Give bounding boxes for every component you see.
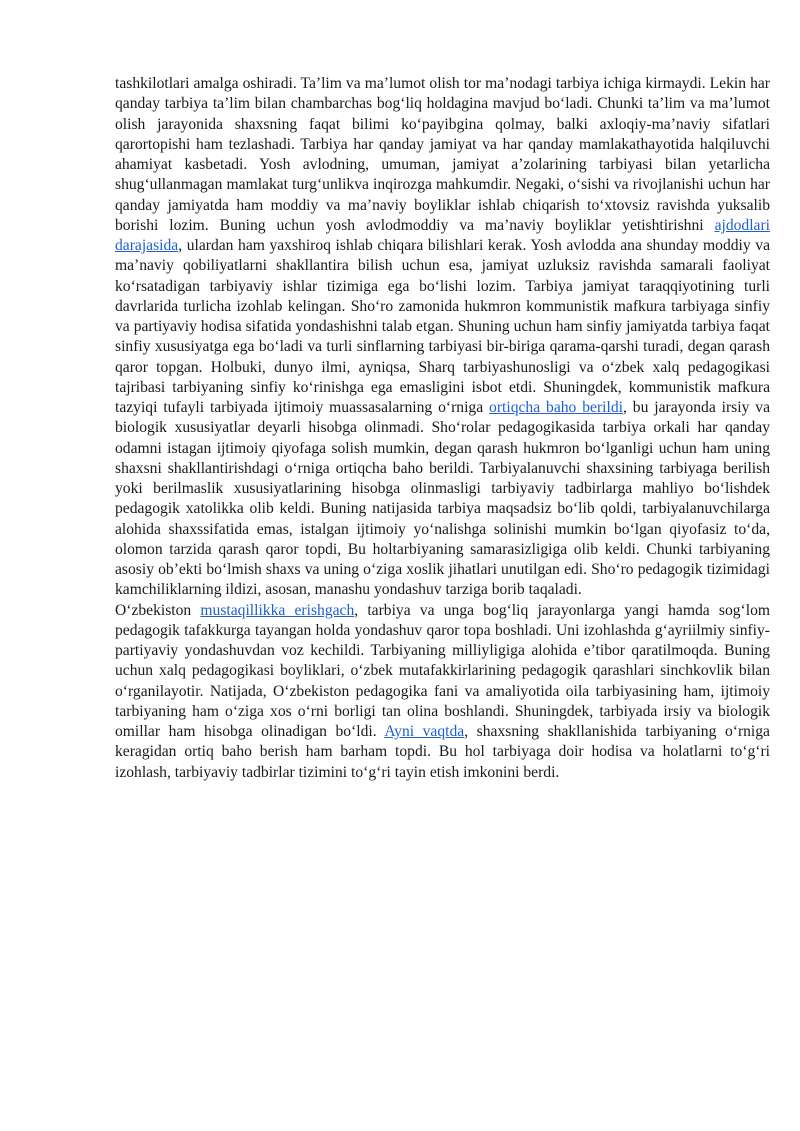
paragraph-1-text-1: tashkilotlari amalga oshiradi. Ta’lim va ma’lumot olish tor ma’nodagi tarbiya ichiga kirmaydi. Lekin har qanday tarbiya ta’lim bilan chambarchas bog‘liq holdagina mavjud bo‘ladi. Chunki ta’lim va ma’lumot olish jarayonida shaxsning faqat bilimi ko‘payibgina qolmay, balki axloqiy-ma’naviy sifatlari qarortopishi ham tezlashadi. Tarbiya har qanday jamiyat va har qanday mamlakathayotida halqiluvchi ahamiyat kasbetadi. Yosh avlodning, umuman, jamiyat a’zolarining tarbiyasi bilan yetarlicha shug‘ullanmagan mamlakat turg‘unlikva inqirozga mahkumdir. Negaki, o‘sishi va rivojlanishi uchun har qanday jamiyatda ham moddiy va ma’naviy boyliklar ishlab chiqarish to‘xtovsiz ravishda yuksalib borishi lozim. Buning uchun yosh avlodmoddiy va ma’naviy boyliklar yetishtirishni <box>115 75 770 234</box>
link-ajdodlari-darajasida[interactable]: ajdodlari darajasida <box>115 216 770 254</box>
body-paragraph-2 <box>115 601 770 783</box>
link-ortiqcha-baho-berildi[interactable]: ortiqcha baho berildi <box>489 399 623 416</box>
document-page <box>115 74 770 783</box>
paragraph-2-text-2: , tarbiya va unga bog‘liq jarayonlarga yangi hamda sog‘lom pedagogik tafakkurga tayangan holda yondashuv qaror topa boshladi. Uni izohlashda g‘ayriilmiy sinfiy-partiyaviy yondashuvdan voz kechildi. Tarbiyaning milliyligiga alohida e’tibor qaratilmoqda. Buning uchun xalq pedagogikasi boyliklari, o‘zbek mutafakkirlarining pedagogik qarashlari sinchkovlik bilan o‘rganilayotir. Natijada, O‘zbekiston pedagogika fani va amaliyotida oila tarbiyasining ham, ijtimoiy tarbiyaning ham o‘ziga xos o‘rni borligi tan olina boshlandi. Shuningdek, tarbiyada irsiy va biologik omillar ham hisobga olinadigan bo‘ldi. <box>115 601 770 740</box>
paragraph-1-text-2: , ulardan ham yaxshiroq ishlab chiqara bilishlari kerak. Yosh avlodda ana shunday moddiy va ma’naviy qobiliyatlarni shakllantira bilish uchun esa, jamiyat uzluksiz ravishda samarali faoliyat ko‘rsatadigan tarbiyaviy ishlar tizimiga ega bo‘lishi lozim. Tarbiya jamiyat taraqqiyotining turli davrlarida turlicha izohlab kelingan. Sho‘ro zamonida hukmron kommunistik mafkura tarbiyaga sinfiy va partiyaviy hodisa sifatida yondashishni talab etgan. Shuning uchun ham sinfiy jamiyatda tarbiya faqat sinfiy xususiyatga ega bo‘ladi va turli sinflarning tarbiyasi bir-biriga qarama-qarshi turadi, degan qarash qaror topgan. Holbuki, dunyo ilmi, ayniqsa, Sharq tarbiyashunosligi va o‘zbek xalq pedagogikasi tajribasi tarbiyaning sinfiy ko‘rinishga ega emasligini isbot etdi. Shuningdek, kommunistik mafkura tazyiqi tufayli tarbiyada ijtimoiy muassasalarning o‘rniga <box>115 237 770 416</box>
link-ayni-vaqtda[interactable]: Ayni vaqtda <box>384 723 465 740</box>
paragraph-2-text-1: O‘zbekiston <box>115 601 201 619</box>
body-paragraph-1 <box>115 74 770 601</box>
paragraph-2-text-3: , shaxsning shakllanishida tarbiyaning o‘rniga keragidan ortiq baho berish ham barham topdi. Bu hol tarbiyaga doir hodisa va holatlarni to‘g‘ri izohlash, tarbiyaviy tadbirlar tizimini to‘g‘ri tayin etish imkonini berdi. <box>115 723 770 781</box>
link-mustaqillikka-erishgach[interactable]: mustaqillikka erishgach <box>200 601 355 619</box>
paragraph-1-text-3: , bu jarayonda irsiy va biologik xususiyatlar deyarli hisobga olinmadi. Sho‘rolar pedagogikasida tarbiya orkali har qanday odamni istagan ijtimoiy qiyofaga solish mumkin, degan qarash hukmron bo‘lganligi uchun ham uning shaxsni shakllantirishdagi o‘rniga ortiqcha baho berildi. Tarbiyalanuvchi shaxsining tarbiyaga berilish yoki berilmaslik xususiyatlarining hisobga olinmasligi tarbiyaviy tadbirlarga mahliyo bo‘lishdek pedagogik xatolikka olib keldi. Buning natijasida tarbiya maqsadsiz bo‘lib qoldi, tarbiyalanuvchilarga alohida shaxssifatida emas, istalgan ijtimoiy yo‘nalishga solinishi mumkin bo‘lgan qiyofasiz to‘da, olomon tarzida qarash qaror topdi, Bu holtarbiyaning samarasizligiga olib keldi. Chunki tarbiyaning asosiy ob’ekti bo‘lmish shaxs va uning o‘ziga xoslik jihatlari unutilgan edi. Sho‘ro pedagogik tizimidagi kamchiliklarning ildizi, asosan, manashu yondashuv tarziga borib taqaladi. <box>115 399 770 599</box>
